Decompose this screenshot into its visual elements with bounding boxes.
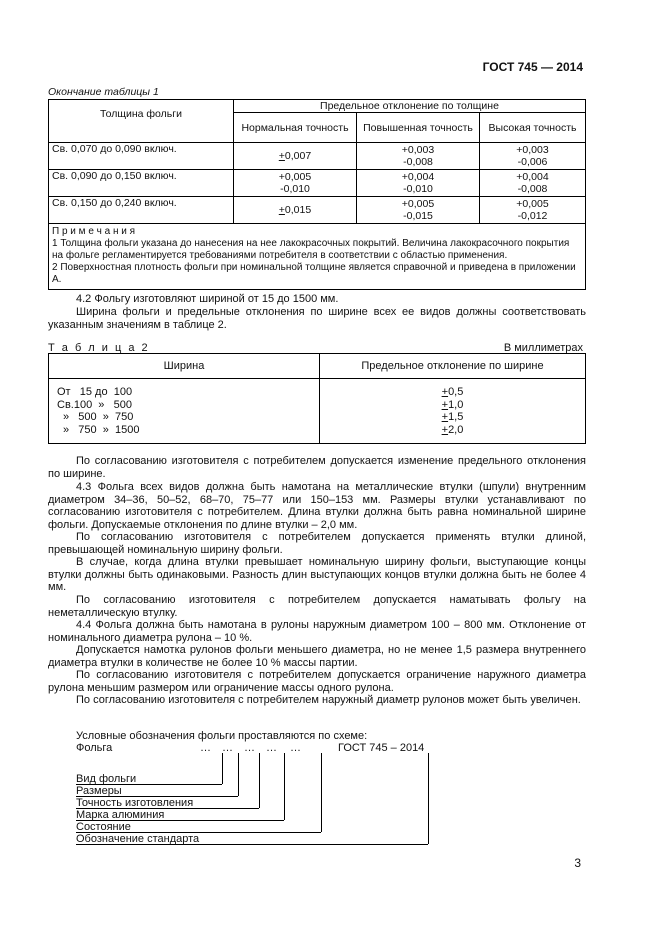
scheme-connector: [321, 753, 322, 832]
table2-unit: В миллиметрах: [503, 342, 583, 354]
table2-header-width: Ширина: [49, 354, 320, 379]
table1-header-thickness: Толщина фольги: [49, 100, 234, 143]
deviation-row: +2,0: [441, 423, 464, 436]
table1-header-group: Предельное отклонение по толщине: [234, 100, 586, 113]
scheme-intro: Условные обозначения фольги проставляются по схеме:: [76, 730, 368, 742]
scheme-dots: …: [290, 742, 301, 754]
table1: [48, 99, 586, 290]
table1-row: [49, 143, 586, 170]
scheme-label: Точность изготовления: [76, 797, 194, 809]
scheme-dots: …: [222, 742, 233, 754]
table2-deviations: [320, 379, 586, 444]
row-normal: +0,005 -0,010: [234, 170, 357, 197]
table2: [48, 353, 586, 444]
table1-header-increased: Повышенная точность: [357, 113, 480, 143]
width-row: Св.100 » 500: [57, 398, 132, 411]
width-row: » 500 » 750: [63, 411, 134, 423]
row-increased: +0,005 -0,015: [357, 197, 480, 224]
table2-header-deviation: Предельное отклонение по ширине: [320, 354, 586, 379]
scheme-dots: …: [266, 742, 277, 754]
row-increased: +0,003 -0,008: [357, 143, 480, 170]
scheme-dots: …: [200, 742, 211, 754]
row-label: Св. 0,150 до 0,240 включ.: [49, 197, 234, 224]
scheme-label: Марка алюминия: [76, 809, 165, 821]
note-1: 1 Толщина фольги указана до нанесения на нее лакокрасочных покрытий. Величина лакокрасочного покрытия на фольге регламентируется требованиями потребителя в соответствии с областью применения.: [52, 238, 570, 261]
row-label: Св. 0,090 до 0,150 включ.: [49, 170, 234, 197]
scheme-standard: ГОСТ 745 – 2014: [338, 742, 425, 754]
paragraph-4-3-protruding: В случае, когда длина втулки превышает номинальную ширину фольги, выступающие концы втулки должны быть одинаковыми. Разность длин выступающих концов втулки должна быть не более 4 мм.: [48, 556, 586, 593]
row-normal: +0,007: [234, 143, 357, 170]
note-2: 2 Поверхностная плотность фольги при номинальной толщине является справочной и приведена в приложении А.: [52, 262, 576, 285]
table1-notes: [49, 224, 586, 290]
scheme-connector: [284, 753, 285, 820]
paragraph-4-3: 4.3 Фольга всех видов должна быть намотана на металлические втулки (шпули) внутренним диаметром 34–36, 50–52, 68–70, 75–77 или 150–153 мм. Размеры втулки устанавливают по согласованию изготовителя с потребителем. Длина втулки должна быть равна номинальной ширине фольги. Допускаемые отклонения по длине втулки – 2,0 мм.: [48, 481, 586, 531]
page-header-standard: ГОСТ 745 — 2014: [482, 60, 583, 74]
scheme-dots: …: [244, 742, 255, 754]
paragraph-4-4-increase: По согласованию изготовителя с потребителем наружный диаметр рулонов может быть увеличен.: [76, 694, 581, 706]
scheme-word-foil: Фольга: [76, 742, 113, 754]
row-normal: +0,015: [234, 197, 357, 224]
table1-row: [49, 170, 586, 197]
table1-header-high: Высокая точность: [480, 113, 586, 143]
paragraph-4-2: 4.2 Фольгу изготовляют шириной от 15 до 1500 мм.: [76, 293, 339, 305]
row-label: Св. 0,070 до 0,090 включ.: [49, 143, 234, 170]
scheme-connector: [222, 753, 223, 784]
row-high: +0,003 -0,006: [480, 143, 586, 170]
row-high: +0,005 -0,012: [480, 197, 586, 224]
deviation-row: +1,0: [441, 398, 464, 411]
paragraph-4-4-smaller: Допускается намотка рулонов фольги меньшего диаметра, но не менее 1,5 размера внутреннего диаметра втулки в количестве не более 10 % массы партии.: [48, 644, 586, 669]
page-number: 3: [574, 856, 581, 870]
width-row: » 750 » 1500: [63, 423, 140, 436]
table1-header-normal: Нормальная точность: [234, 113, 357, 143]
scheme-label: Размеры: [76, 785, 122, 797]
row-high: +0,004 -0,008: [480, 170, 586, 197]
width-row: От 15 до 100: [57, 386, 133, 398]
row-increased: +0,004 -0,010: [357, 170, 480, 197]
scheme-connector: [238, 753, 239, 796]
table1-caption: Окончание таблицы 1: [48, 86, 159, 98]
paragraph-4-4-limit: По согласованию изготовителя с потребителем допускается ограничение наружного диаметра рулона меньшим размером или ограничение массы одного рулона.: [48, 669, 586, 694]
table1-row: [49, 197, 586, 224]
paragraph-4-3-sleeve-length: По согласованию изготовителя с потребителем допускается применять втулки длиной, превышающей номинальную ширину фольги.: [48, 531, 586, 556]
table2-widths: [49, 379, 320, 444]
paragraph-4-2-width: Ширина фольги и предельные отклонения по ширине всех ее видов должны соответствовать указанным значениям в таблице 2.: [48, 306, 586, 331]
scheme-connector: [428, 753, 429, 844]
paragraph-4-4: 4.4 Фольга должна быть намотана в рулоны наружным диаметром 100 – 800 мм. Отклонение от номинального диаметра рулона – 10 %.: [48, 619, 586, 644]
paragraph-width-agreement: По согласованию изготовителя с потребителем допускается изменение предельного отклонения по ширине.: [48, 455, 586, 480]
deviation-row: +0,5: [441, 386, 464, 398]
scheme-label: Вид фольги: [76, 773, 137, 785]
scheme-label: Состояние: [76, 821, 131, 833]
paragraph-4-3-nonmetal: По согласованию изготовителя с потребителем допускается наматывать фольгу на неметаллическую втулку.: [48, 594, 586, 619]
notes-title: П р и м е ч а н и я: [52, 226, 136, 237]
table2-caption: Т а б л и ц а 2: [48, 342, 150, 354]
scheme-connector: [259, 753, 260, 808]
scheme-label: Обозначение стандарта: [76, 833, 200, 845]
deviation-row: +1,5: [441, 411, 464, 423]
